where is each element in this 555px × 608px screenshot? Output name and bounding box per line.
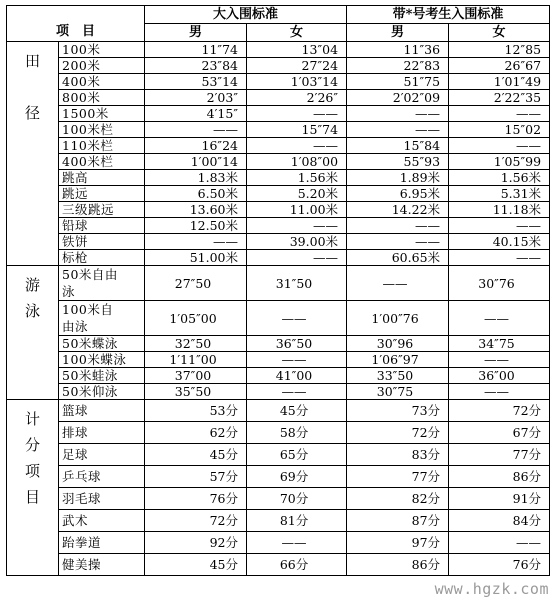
event-name: 100米蝶泳: [59, 352, 145, 368]
event-name: 羽毛球: [59, 488, 145, 510]
value-a-f: ——: [247, 138, 347, 154]
value-a-f: 69分: [247, 466, 347, 488]
value-a-f: 45分: [247, 400, 347, 422]
table-row: [7, 58, 550, 74]
value-b-f: 86分: [449, 466, 550, 488]
value-a-f: ——: [247, 250, 347, 266]
value-a-f: 27″24: [247, 58, 347, 74]
event-name: 50米蛙泳: [59, 368, 145, 384]
event-name: 50米仰泳: [59, 384, 145, 400]
value-b-f: 15″02: [449, 122, 550, 138]
value-b-m: 51″75: [347, 74, 449, 90]
value-b-m: 2′02″09: [347, 90, 449, 106]
value-a-m: 45分: [145, 554, 247, 576]
value-b-f: 1′01″49: [449, 74, 550, 90]
table-row: [7, 138, 550, 154]
table-row: [7, 301, 550, 336]
event-name: 武术: [59, 510, 145, 532]
event-name: 100米栏: [59, 122, 145, 138]
event-name: 健美操: [59, 554, 145, 576]
table-row: [7, 510, 550, 532]
value-b-f: ——: [449, 352, 550, 368]
table-row: [7, 122, 550, 138]
value-b-m: 73分: [347, 400, 449, 422]
item-header-label: 项 目: [56, 24, 96, 39]
group2-male-header: 男: [347, 24, 449, 42]
value-a-m: 35″50: [145, 384, 247, 400]
value-b-f: 26″67: [449, 58, 550, 74]
value-b-f: 77分: [449, 444, 550, 466]
value-a-m: 23″84: [145, 58, 247, 74]
event-name: 乒乓球: [59, 466, 145, 488]
admission-standards-table: [6, 5, 550, 576]
event-name: 三级跳远: [59, 202, 145, 218]
value-b-m: 86分: [347, 554, 449, 576]
group1-header: 大入围标准: [145, 6, 347, 24]
value-a-m: 1′00″14: [145, 154, 247, 170]
value-b-m: 33″50: [347, 368, 449, 384]
value-b-m: 30″75: [347, 384, 449, 400]
table-row: [7, 202, 550, 218]
table-row: [7, 384, 550, 400]
table-row: [7, 488, 550, 510]
value-a-f: 31″50: [247, 266, 347, 301]
event-name: 跳远: [59, 186, 145, 202]
value-a-f: 81分: [247, 510, 347, 532]
table-row: [7, 400, 550, 422]
value-b-m: 60.65米: [347, 250, 449, 266]
value-b-f: 34″75: [449, 336, 550, 352]
value-a-m: 12.50米: [145, 218, 247, 234]
value-b-f: ——: [449, 384, 550, 400]
value-b-f: 76分: [449, 554, 550, 576]
event-name: 400米: [59, 74, 145, 90]
value-b-f: ——: [449, 250, 550, 266]
value-a-f: 66分: [247, 554, 347, 576]
value-a-m: 1.83米: [145, 170, 247, 186]
value-b-m: 97分: [347, 532, 449, 554]
value-b-m: 22″83: [347, 58, 449, 74]
event-name: 400米栏: [59, 154, 145, 170]
event-name: 800米: [59, 90, 145, 106]
group2-header: 带*号考生入围标准: [347, 6, 550, 24]
value-b-m: 1.89米: [347, 170, 449, 186]
table-row: [7, 532, 550, 554]
value-a-m: 92分: [145, 532, 247, 554]
value-a-m: 51.00米: [145, 250, 247, 266]
value-a-f: 36″50: [247, 336, 347, 352]
value-b-m: 14.22米: [347, 202, 449, 218]
value-b-f: 12″85: [449, 42, 550, 58]
value-a-m: 16″24: [145, 138, 247, 154]
table-row: [7, 234, 550, 250]
value-b-m: 83分: [347, 444, 449, 466]
value-a-m: 53分: [145, 400, 247, 422]
event-name: 跆拳道: [59, 532, 145, 554]
value-a-f: 58分: [247, 422, 347, 444]
value-b-f: 2′22″35: [449, 90, 550, 106]
value-a-f: 1′08″00: [247, 154, 347, 170]
table-row: [7, 106, 550, 122]
value-a-m: 57分: [145, 466, 247, 488]
event-name: 标枪: [59, 250, 145, 266]
value-b-f: 36″00: [449, 368, 550, 384]
event-name: 足球: [59, 444, 145, 466]
value-a-f: 1.56米: [247, 170, 347, 186]
value-b-f: ——: [449, 218, 550, 234]
value-a-m: 27″50: [145, 266, 247, 301]
value-b-f: ——: [449, 301, 550, 336]
event-name: 50米蝶泳: [59, 336, 145, 352]
value-a-f: 39.00米: [247, 234, 347, 250]
event-name: 100米自由泳: [59, 301, 145, 336]
value-b-m: 87分: [347, 510, 449, 532]
value-b-m: ——: [347, 122, 449, 138]
table-row: [7, 186, 550, 202]
value-b-f: ——: [449, 138, 550, 154]
event-name: 跳高: [59, 170, 145, 186]
value-a-f: 15″74: [247, 122, 347, 138]
value-a-f: 70分: [247, 488, 347, 510]
value-a-m: 45分: [145, 444, 247, 466]
value-a-m: 1′11″00: [145, 352, 247, 368]
value-a-m: 13.60米: [145, 202, 247, 218]
value-b-f: 72分: [449, 400, 550, 422]
table-row: [7, 554, 550, 576]
event-name: 100米: [59, 42, 145, 58]
value-b-f: 67分: [449, 422, 550, 444]
value-b-m: 77分: [347, 466, 449, 488]
value-a-f: ——: [247, 106, 347, 122]
event-name: 铁饼: [59, 234, 145, 250]
value-b-m: ——: [347, 106, 449, 122]
value-b-f: ——: [449, 106, 550, 122]
table-row: [7, 42, 550, 58]
value-a-f: ——: [247, 532, 347, 554]
value-a-f: ——: [247, 384, 347, 400]
value-a-m: 2′03″: [145, 90, 247, 106]
value-a-m: 76分: [145, 488, 247, 510]
table-row: [7, 466, 550, 488]
value-b-f: 91分: [449, 488, 550, 510]
table-row: [7, 266, 550, 301]
table-row: [7, 218, 550, 234]
value-a-m: 53″14: [145, 74, 247, 90]
value-b-f: 11.18米: [449, 202, 550, 218]
value-b-m: ——: [347, 218, 449, 234]
event-name: 1500米: [59, 106, 145, 122]
item-header: [7, 6, 145, 42]
value-a-f: 5.20米: [247, 186, 347, 202]
event-name: 排球: [59, 422, 145, 444]
table-row: [7, 368, 550, 384]
table-row: [7, 250, 550, 266]
value-a-f: 65分: [247, 444, 347, 466]
watermark-text: www.hgzk.com: [434, 580, 549, 598]
value-b-m: 6.95米: [347, 186, 449, 202]
value-a-f: 11.00米: [247, 202, 347, 218]
value-b-m: ——: [347, 234, 449, 250]
value-a-m: 4′15″: [145, 106, 247, 122]
value-b-m: 15″84: [347, 138, 449, 154]
value-b-f: 1.56米: [449, 170, 550, 186]
value-a-m: 72分: [145, 510, 247, 532]
value-b-m: ——: [347, 266, 449, 301]
value-a-m: 11″74: [145, 42, 247, 58]
value-a-f: 41″00: [247, 368, 347, 384]
table-row: [7, 352, 550, 368]
value-a-m: 6.50米: [145, 186, 247, 202]
value-a-m: ——: [145, 234, 247, 250]
event-name: 铅球: [59, 218, 145, 234]
value-a-m: 62分: [145, 422, 247, 444]
group1-male-header: 男: [145, 24, 247, 42]
value-b-f: 84分: [449, 510, 550, 532]
table-row: [7, 154, 550, 170]
event-name: 篮球: [59, 400, 145, 422]
value-a-f: ——: [247, 218, 347, 234]
value-b-m: 82分: [347, 488, 449, 510]
value-a-m: 32″50: [145, 336, 247, 352]
event-name: 110米栏: [59, 138, 145, 154]
value-a-f: 1′03″14: [247, 74, 347, 90]
event-name: 50米自由泳: [59, 266, 145, 301]
value-b-m: 30″96: [347, 336, 449, 352]
value-b-m: 11″36: [347, 42, 449, 58]
category-track: 田 径: [7, 42, 59, 266]
value-b-f: 30″76: [449, 266, 550, 301]
value-b-f: 40.15米: [449, 234, 550, 250]
value-a-m: ——: [145, 122, 247, 138]
event-name: 200米: [59, 58, 145, 74]
value-a-m: 1′05″00: [145, 301, 247, 336]
table-row: [7, 90, 550, 106]
category-swim: 游 泳: [7, 266, 59, 400]
category-scored: 计 分 项 目: [7, 400, 59, 576]
value-b-f: 1′05″99: [449, 154, 550, 170]
table-row: [7, 444, 550, 466]
table-row: [7, 422, 550, 444]
value-b-m: 72分: [347, 422, 449, 444]
value-a-f: ——: [247, 352, 347, 368]
value-b-f: ——: [449, 532, 550, 554]
value-b-m: 55″93: [347, 154, 449, 170]
table-row: [7, 336, 550, 352]
group1-female-header: 女: [247, 24, 347, 42]
value-b-f: 5.31米: [449, 186, 550, 202]
table-row: [7, 170, 550, 186]
value-a-m: 37″00: [145, 368, 247, 384]
value-a-f: 13″04: [247, 42, 347, 58]
group2-female-header: 女: [449, 24, 550, 42]
value-a-f: ——: [247, 301, 347, 336]
table-row: [7, 74, 550, 90]
value-b-m: 1′06″97: [347, 352, 449, 368]
value-a-f: 2′26″: [247, 90, 347, 106]
value-b-m: 1′00″76: [347, 301, 449, 336]
